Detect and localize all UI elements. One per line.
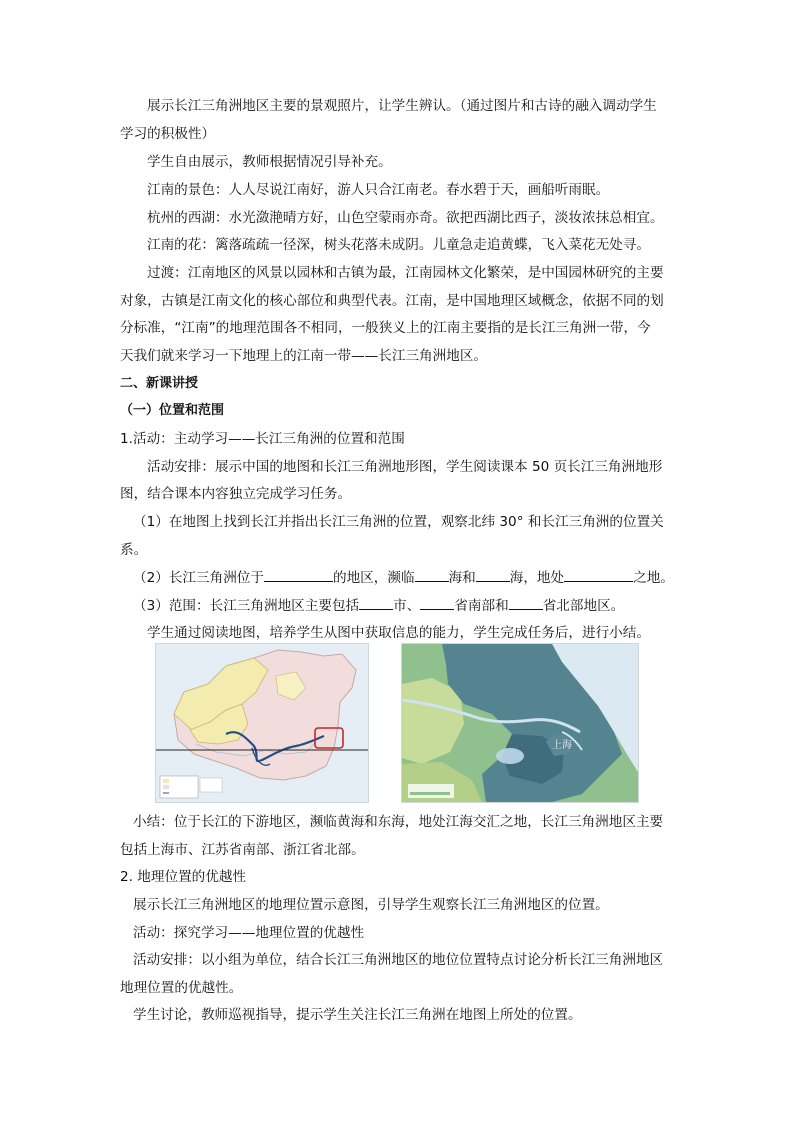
show-location-text: 展示长江三角洲地区的地理位置示意图，引导学生观察长江三角洲地区的位置。: [133, 897, 609, 913]
student-reading-text: 学生通过阅读地图，培养学生从图中获取信息的能力，学生完成任务后，进行小结。: [147, 625, 650, 641]
yangtze-delta-terrain-map: [401, 643, 639, 803]
student-display-text: 学生自由展示，教师根据情况引导补充。: [147, 154, 392, 170]
answer-blank[interactable]: [359, 596, 393, 610]
activity-arrangement-line-2: 图，结合课本内容独立完成学习任务。: [120, 486, 352, 502]
transition-line-4: 天我们就来学习一下地理上的江南一带——长江三角洲地区。: [120, 348, 488, 364]
question-3-part-a: （3）范围：长江三角洲地区主要包括: [133, 598, 360, 614]
poem-jiangnan-scenery: 江南的景色：人人尽说江南好，游人只合江南老。春水碧于天，画船听雨眠。: [147, 182, 610, 198]
poem-west-lake: 杭州的西湖：水光潋滟晴方好，山色空蒙雨亦奇。欲把西湖比西子，淡妆浓抹总相宜。: [147, 210, 664, 226]
answer-blank[interactable]: [509, 596, 543, 610]
shanghai-map-label: 上海: [552, 740, 572, 751]
summary-line-2: 包括上海市、江苏省南部、浙江省北部。: [120, 842, 365, 858]
question-3-part-b: 市、: [393, 598, 421, 614]
question-2-part-d: 海，地处: [509, 570, 565, 586]
question-1-line-1: （1）在地图上找到长江并指出长江三角洲的位置，观察北纬 30° 和长江三角洲的位置关: [133, 514, 664, 530]
question-2-part-a: （2）长江三角洲位于: [133, 570, 264, 586]
transition-line-1: 过渡：江南地区的风景以园林和古镇为最，江南园林文化繁荣，是中国园林研究的主要: [147, 265, 664, 281]
map-figures: [155, 643, 637, 801]
discussion-text: 学生讨论，教师巡视指导，提示学生关注长江三角洲在地图上所处的位置。: [133, 1007, 582, 1023]
question-1-line-2: 系。: [120, 542, 148, 558]
question-3: [133, 596, 624, 615]
question-3-part-c: 省南部和: [454, 598, 509, 614]
answer-blank[interactable]: [264, 568, 333, 582]
intro-paragraph-line-2: 学习的积极性）: [120, 126, 216, 142]
answer-blank[interactable]: [415, 568, 449, 582]
question-2: [133, 568, 674, 587]
intro-paragraph-line-1: 展示长江三角洲地区主要的景观照片，让学生辨认。（通过图片和古诗的融入调动学生: [147, 98, 657, 114]
poem-jiangnan-flowers: 江南的花：篱落疏疏一径深，树头花落未成阴。儿童急走追黄蝶，飞入菜花无处寻。: [147, 237, 650, 253]
question-3-part-d: 省北部地区。: [542, 598, 625, 614]
transition-line-3: 分标准，“江南”的地理范围各不相同，一般狭义上的江南主要指的是长江三角洲一带，今: [120, 320, 651, 336]
question-2-part-e: 之地。: [633, 570, 674, 586]
answer-blank[interactable]: [476, 568, 510, 582]
subsection-heading-location: （一）位置和范围: [120, 403, 225, 418]
activity-2-arrangement-line-2: 地理位置的优越性。: [120, 980, 243, 996]
answer-blank[interactable]: [564, 568, 633, 582]
transition-line-2: 对象，古镇是江南文化的核心部位和典型代表。江南，是中国地理区域概念，依据不同的划: [120, 293, 664, 309]
activity-2-heading: 活动：探究学习——地理位置的优越性: [133, 925, 365, 941]
item-2-heading: 2. 地理位置的优越性: [120, 869, 247, 885]
summary-line-1: 小结：位于长江的下游地区，濒临黄海和东海，地处江海交汇之地，长江三角洲地区主要: [133, 814, 664, 830]
china-map: [155, 643, 369, 803]
activity-1-heading: 1.活动：主动学习——长江三角洲的位置和范围: [120, 431, 405, 447]
activity-2-arrangement-line-1: 活动安排：以小组为单位，结合长江三角洲地区的地位位置特点讨论分析长江三角洲地区: [133, 952, 664, 968]
china-map-graphic: [156, 644, 368, 802]
activity-arrangement-line-1: 活动安排：展示中国的地图和长江三角洲地形图，学生阅读课本 50 页长江三角洲地形: [147, 459, 663, 475]
section-heading-new-lesson: 二、新课讲授: [120, 376, 199, 391]
question-2-part-b: 的地区，濒临: [333, 570, 415, 586]
answer-blank[interactable]: [420, 596, 454, 610]
question-2-part-c: 海和: [448, 570, 476, 586]
yangtze-delta-graphic: [402, 644, 638, 802]
